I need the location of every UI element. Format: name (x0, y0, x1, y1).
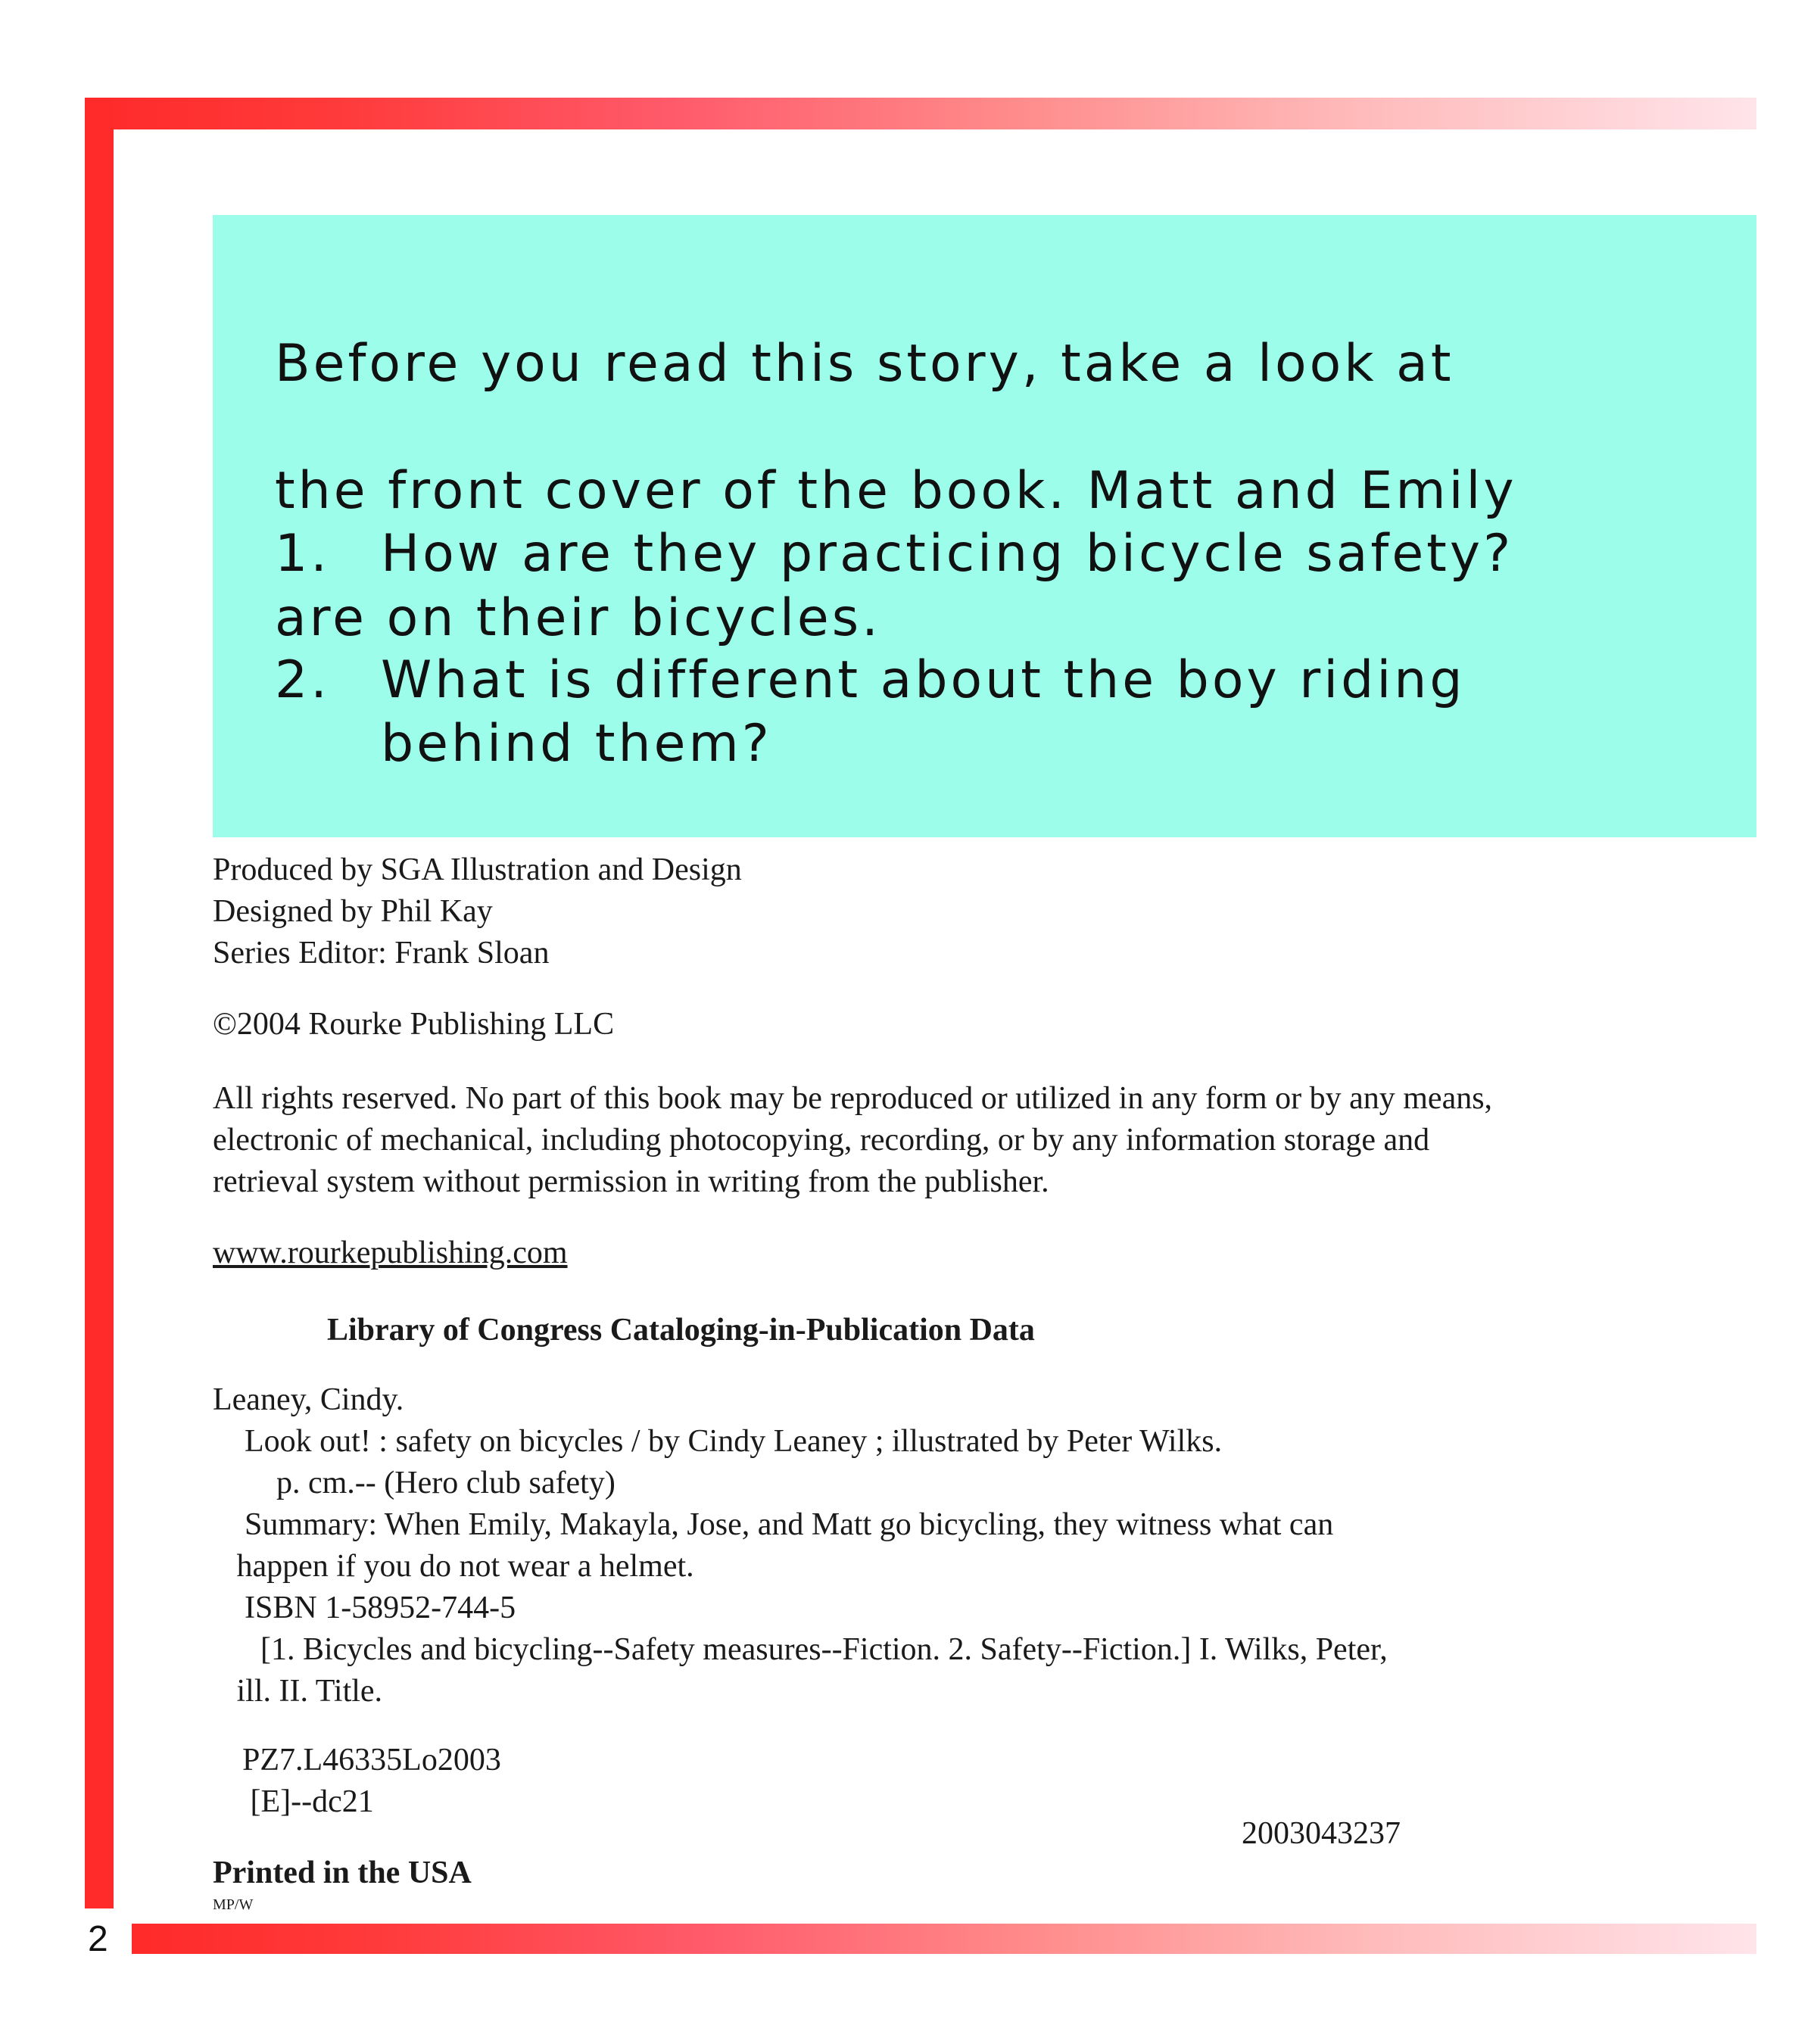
rights-line: All rights reserved. No part of this book may be reproduced or utilized in any form or by any means, (213, 1081, 1493, 1116)
production-credits (213, 849, 1651, 974)
printed-in-label: Printed in the USA (213, 1855, 472, 1890)
call-number-line: [E]--dc21 (242, 1784, 374, 1819)
cip-line: Look out! : safety on bicycles / by Cindy Leaney ; illustrated by Peter Wilks. (213, 1424, 1223, 1459)
cip-line: ill. II. Title. (213, 1674, 383, 1709)
credit-line: Series Editor: Frank Sloan (213, 936, 550, 971)
copyright-notice: ©2004 Rourke Publishing LLC (213, 1007, 615, 1042)
credit-line: Produced by SGA Illustration and Design (213, 852, 742, 887)
page-number: 2 (88, 1919, 108, 1959)
question-number: 1. (275, 524, 330, 584)
bottom-decorative-bar (132, 1924, 1756, 1954)
question-text: What is different about the boy riding (381, 650, 1466, 710)
cip-line: [1. Bicycles and bicycling--Safety measures--Fiction. 2. Safety--Fiction.] I. Wilks, Peter, (213, 1632, 1388, 1667)
credit-line: Designed by Phil Kay (213, 894, 493, 929)
question-number: 2. (275, 650, 330, 710)
intro-line: the front cover of the book. Matt and Emily (275, 461, 1517, 521)
call-number-line: PZ7.L46335Lo2003 (242, 1743, 501, 1778)
left-decorative-bar (85, 98, 114, 1908)
intro-line: Before you read this story, take a look at (275, 334, 1454, 394)
question-text: How are they practicing bicycle safety? (381, 524, 1514, 584)
cip-line: Summary: When Emily, Makayla, Jose, and Matt go bicycling, they witness what can (213, 1507, 1334, 1542)
intro-line: are on their bicycles. (275, 588, 881, 648)
top-decorative-bar (85, 98, 1756, 129)
rights-line: retrieval system without permission in writing from the publisher. (213, 1164, 1049, 1199)
call-number (242, 1740, 501, 1823)
rights-statement (213, 1078, 1689, 1203)
cip-line: ISBN 1-58952-744-5 (213, 1591, 516, 1625)
cip-line: happen if you do not wear a helmet. (213, 1549, 694, 1584)
rights-line: electronic of mechanical, including photocopying, recording, or by any information storage and (213, 1123, 1430, 1158)
cip-line: p. cm.-- (Hero club safety) (213, 1466, 616, 1500)
lccn-number: 2003043237 (1242, 1816, 1401, 1851)
cip-line: Leaney, Cindy. (213, 1382, 404, 1417)
imprint-code: MP/W (213, 1896, 254, 1913)
publisher-website-link[interactable]: www.rourkepublishing.com (213, 1235, 568, 1270)
question-text: behind them? (381, 714, 772, 774)
cip-heading: Library of Congress Cataloging-in-Publication Data (327, 1313, 1035, 1348)
cip-record (213, 1379, 1575, 1712)
question-box-intro (275, 269, 1751, 714)
